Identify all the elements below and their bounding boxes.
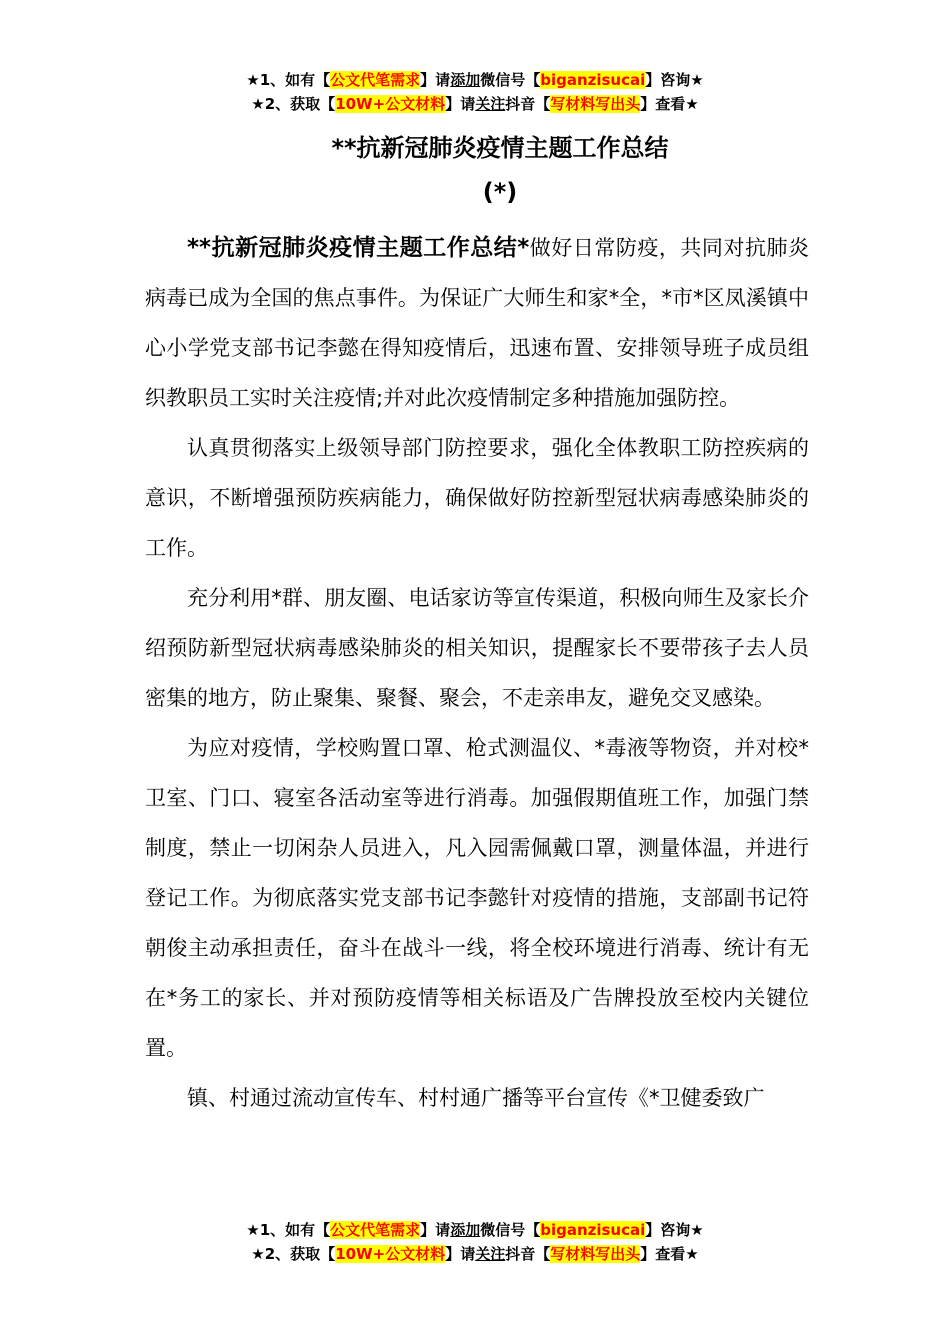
- banner-text: 微信号【: [480, 1221, 541, 1239]
- header-banner: [0, 68, 950, 116]
- lead-bold-title: **抗新冠肺炎疫情主题工作总结*: [187, 235, 530, 261]
- banner-line-2: [0, 92, 950, 116]
- banner-underlined: 关注: [475, 1245, 506, 1263]
- highlight-douyin-id: 写材料写出头: [550, 1245, 641, 1263]
- highlight-douyin-id: 写材料写出头: [550, 95, 641, 113]
- highlight-wechat-id: biganzisucai: [540, 71, 646, 89]
- banner-text: 抖音【: [505, 1245, 551, 1263]
- highlight-service: 公文代笔需求: [330, 71, 421, 89]
- banner-text: 抖音【: [505, 95, 551, 113]
- banner-line-1: [0, 1218, 950, 1242]
- banner-text: 】查看★: [640, 95, 699, 113]
- banner-text: 】请: [445, 95, 476, 113]
- highlight-materials: 10W+公文材料: [335, 1245, 446, 1263]
- paragraph-2: 认真贯彻落实上级领导部门防控要求，强化全体教职工防控疾病的意识，不断增强预防疾病能力，确保做好防控新型冠状病毒感染肺炎的工作。: [145, 436, 809, 560]
- banner-underlined: 关注: [475, 95, 506, 113]
- document-title: **抗新冠肺炎疫情主题工作总结: [331, 134, 669, 162]
- paragraph-1: [145, 223, 809, 423]
- highlight-materials: 10W+公文材料: [335, 95, 446, 113]
- banner-text: ★2、获取【: [251, 1245, 336, 1263]
- document-subtitle: (*): [482, 178, 518, 206]
- highlight-service: 公文代笔需求: [330, 1221, 421, 1239]
- banner-line-2: [0, 1242, 950, 1266]
- highlight-wechat-id: biganzisucai: [540, 1221, 646, 1239]
- banner-text: ★1、如有【: [246, 1221, 331, 1239]
- paragraph-text: 做好日常防疫，共同对抗肺炎病毒已成为全国的焦点事件。为保证广大师生和家*全，*市*区凤溪镇中心小学党支部书记李懿在得知疫情后，迅速布置、安排领导班子成员组织教职员工实时关注疫情;并对此次疫情制定多种措施加强防控。: [145, 236, 809, 410]
- banner-text: ★1、如有【: [246, 71, 331, 89]
- banner-text: 】请: [445, 1245, 476, 1263]
- paragraph-3: 充分利用*群、朋友圈、电话家访等宣传渠道，积极向师生及家长介绍预防新型冠状病毒感染肺炎的相关知识，提醒家长不要带孩子去人员密集的地方，防止聚集、聚餐、聚会，不走亲串友，避免交叉感染。: [145, 586, 809, 710]
- banner-line-1: [0, 68, 950, 92]
- banner-text: 】咨询★: [645, 71, 704, 89]
- banner-underlined: 添加: [450, 71, 481, 89]
- banner-text: 微信号【: [480, 71, 541, 89]
- banner-text: 】请: [420, 71, 451, 89]
- paragraph-4: 为应对疫情，学校购置口罩、枪式测温仪、*毒液等物资，并对校*卫室、门口、寝室各活动室等进行消毒。加强假期值班工作，加强门禁制度，禁止一切闲杂人员进入，凡入园需佩戴口罩，测量体温，并进行登记工作。为彻底落实党支部书记李懿针对疫情的措施，支部副书记符朝俊主动承担责任，奋斗在战斗一线，将全校环境进行消毒、统计有无在*务工的家长、并对预防疫情等相关标语及广告牌投放至校内关键位置。: [145, 736, 809, 1060]
- banner-text: ★2、获取【: [251, 95, 336, 113]
- document-body: [145, 223, 809, 1123]
- paragraph-5: 镇、村通过流动宣传车、村村通广播等平台宣传《*卫健委致广: [187, 1086, 765, 1110]
- banner-underlined: 添加: [450, 1221, 481, 1239]
- banner-text: 】查看★: [640, 1245, 699, 1263]
- footer-banner: [0, 1218, 950, 1266]
- banner-text: 】请: [420, 1221, 451, 1239]
- banner-text: 】咨询★: [645, 1221, 704, 1239]
